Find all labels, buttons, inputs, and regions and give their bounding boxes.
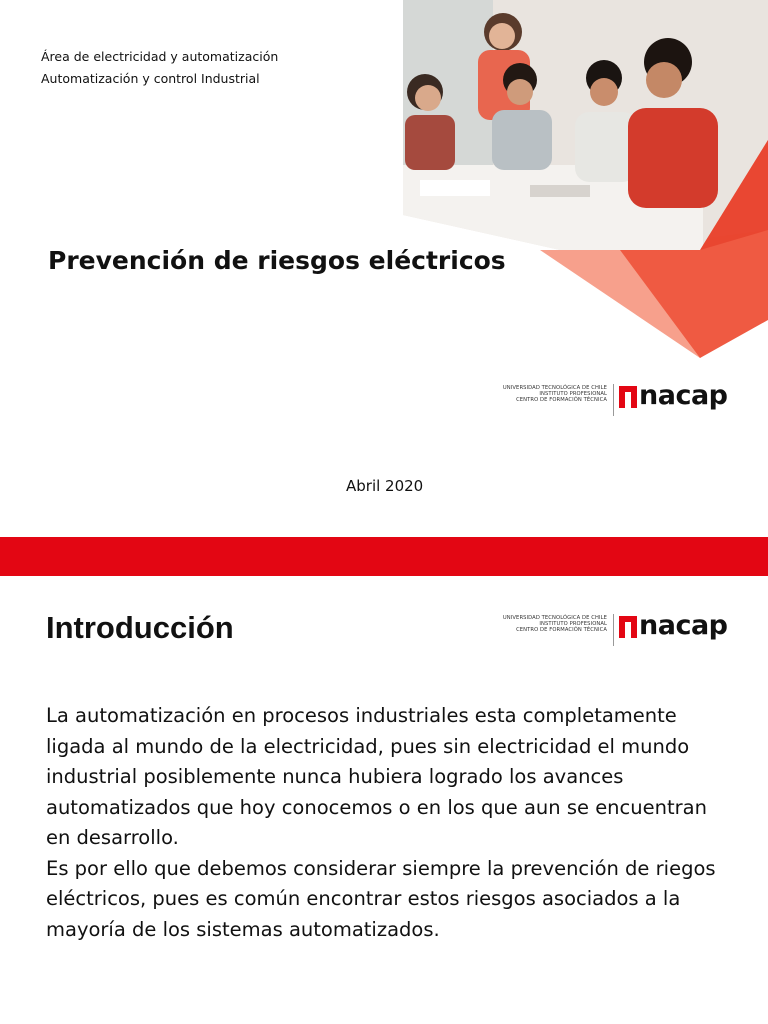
paragraph-1: La automatización en procesos industriales esta completamente ligada al mundo de la electricidad, pues sin electricidad el mundo industrial posiblemente nunca hubiera logrado los avances automatizados que hoy conocemos o en los que aun se encuentran en desarrollo. bbox=[46, 704, 707, 849]
area-subtitle: Área de electricidad y automatización bbox=[41, 49, 279, 64]
institution-line: UNIVERSIDAD TECNOLÓGICA DE CHILE bbox=[502, 615, 607, 621]
inacap-logo bbox=[497, 380, 742, 420]
institution-line: INSTITUTO PROFESIONAL bbox=[539, 391, 607, 397]
paragraph-2: Es por ello que debemos considerar siempre la prevención de riegos eléctricos, pues es común encontrar estos riesgos asociados a la mayoría de los sistemas automatizados. bbox=[46, 856, 716, 941]
introduction-body bbox=[46, 701, 736, 945]
institution-line: CENTRO DE FORMACIÓN TÉCNICA bbox=[516, 397, 607, 403]
logo-wordmark: nacap bbox=[639, 380, 728, 411]
institution-lines bbox=[497, 385, 607, 403]
logo-divider bbox=[613, 614, 614, 646]
presentation-date: Abril 2020 bbox=[346, 477, 424, 495]
inacap-logo bbox=[497, 610, 742, 650]
logo-divider bbox=[613, 384, 614, 416]
institution-line: INSTITUTO PROFESIONAL bbox=[539, 621, 607, 627]
slide-divider bbox=[0, 537, 768, 576]
students-photo bbox=[403, 0, 768, 260]
institution-line: CENTRO DE FORMACIÓN TÉCNICA bbox=[516, 627, 607, 633]
inacap-logo-mark-icon bbox=[619, 616, 637, 638]
program-subtitle: Automatización y control Industrial bbox=[41, 71, 260, 86]
institution-lines bbox=[497, 615, 607, 633]
logo-wordmark: nacap bbox=[639, 610, 728, 641]
slide-title: Introducción bbox=[46, 610, 234, 645]
inacap-logo-mark-icon bbox=[619, 386, 637, 408]
institution-line: UNIVERSIDAD TECNOLÓGICA DE CHILE bbox=[502, 385, 607, 391]
slide-title: Prevención de riesgos eléctricos bbox=[48, 246, 506, 275]
